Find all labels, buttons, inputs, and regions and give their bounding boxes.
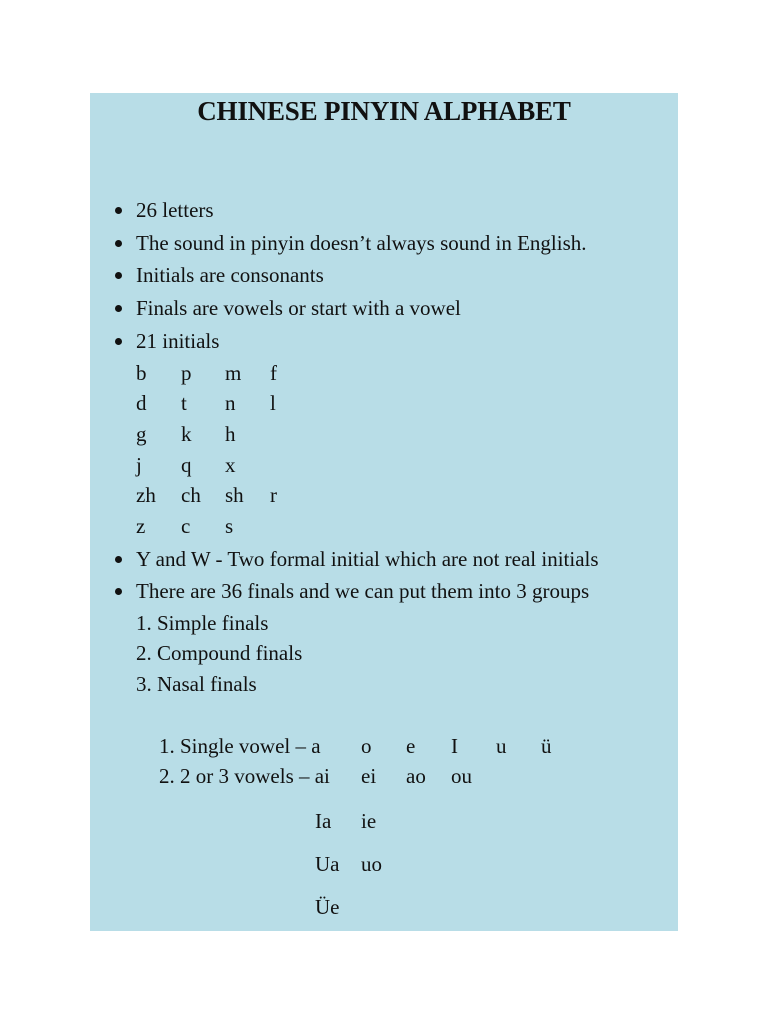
initial-cell: c: [181, 514, 191, 538]
vowel-cell: ü: [541, 734, 552, 758]
vowel-cell: ei: [361, 764, 377, 788]
group-item: 3. Nasal finals: [136, 672, 257, 696]
vowel-cell: u: [496, 734, 507, 758]
bullet-21-initials: 21 initials: [136, 329, 220, 353]
bullet-dot: [115, 272, 122, 279]
initial-cell: k: [181, 422, 192, 446]
bullet-dot: [115, 588, 122, 595]
initial-cell: s: [225, 514, 234, 538]
single-vowel-label: 1. Single vowel – a: [159, 734, 321, 758]
initial-cell: j: [136, 453, 142, 477]
initial-cell: ch: [181, 483, 201, 507]
initial-cell: d: [136, 391, 147, 415]
initial-cell: n: [225, 391, 236, 415]
initial-cell: q: [181, 453, 192, 477]
bullet-finals-vowels: Finals are vowels or start with a vowel: [136, 296, 461, 320]
bullet-dot: [115, 556, 122, 563]
initial-cell: f: [270, 361, 277, 385]
group-item: 1. Simple finals: [136, 611, 269, 635]
bullet-dot: [115, 240, 122, 247]
initial-cell: g: [136, 422, 147, 446]
bullet-dot: [115, 338, 122, 345]
initial-cell: sh: [225, 483, 244, 507]
initial-cell: b: [136, 361, 147, 385]
compound-cell: ie: [361, 809, 377, 833]
multi-vowel-label: 2. 2 or 3 vowels – ai: [159, 764, 330, 788]
initial-cell: t: [181, 391, 187, 415]
initial-cell: p: [181, 361, 192, 385]
vowel-cell: o: [361, 734, 372, 758]
bullet-y-w: Y and W - Two formal initial which are not real initials: [136, 547, 599, 571]
bullet-36-finals: There are 36 finals and we can put them into 3 groups: [136, 579, 590, 603]
initial-cell: h: [225, 422, 236, 446]
bullet-sound: The sound in pinyin doesn’t always sound in English.: [136, 231, 587, 255]
compound-cell: Ia: [315, 809, 332, 833]
vowel-cell: ao: [406, 764, 426, 788]
compound-cell: Ua: [315, 852, 340, 876]
bullet-letters: 26 letters: [136, 198, 214, 222]
vowel-cell: e: [406, 734, 416, 758]
bullet-dot: [115, 305, 122, 312]
page-title: CHINESE PINYIN ALPHABET: [197, 96, 571, 126]
initial-cell: m: [225, 361, 242, 385]
initial-cell: r: [270, 483, 277, 507]
compound-cell: uo: [361, 852, 382, 876]
bullet-dot: [115, 207, 122, 214]
initial-cell: x: [225, 453, 236, 477]
vowel-cell: ou: [451, 764, 472, 788]
group-item: 2. Compound finals: [136, 641, 303, 665]
initial-cell: l: [270, 391, 276, 415]
bullet-initials-consonants: Initials are consonants: [136, 263, 324, 287]
initial-cell: z: [136, 514, 146, 538]
initial-cell: zh: [136, 483, 156, 507]
compound-cell: Üe: [315, 895, 340, 919]
vowel-cell: I: [451, 734, 458, 758]
